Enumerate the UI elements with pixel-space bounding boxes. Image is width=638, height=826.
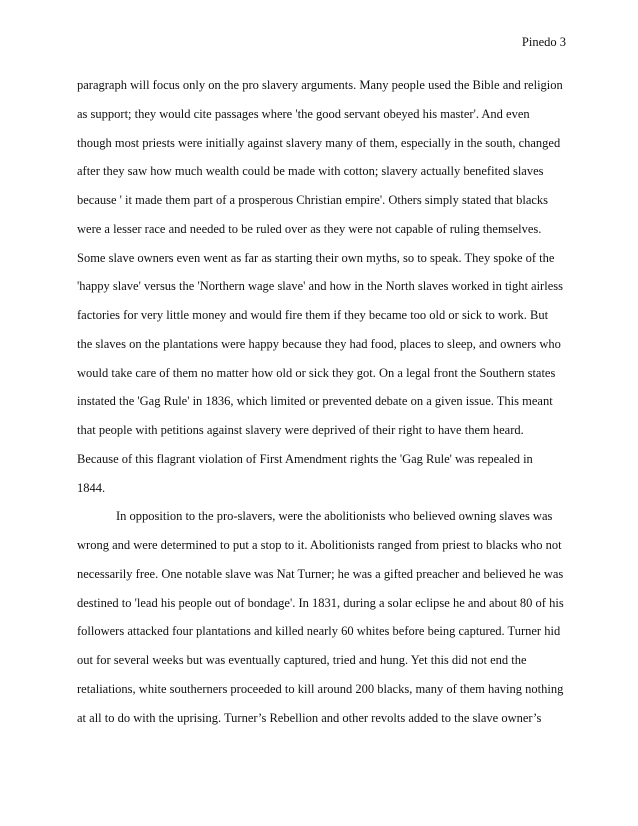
text-line: after they saw how much wealth could be made with cotton; slavery actually benefited slaves (77, 164, 544, 179)
text-line: 1844. (77, 480, 106, 495)
text-line: as support; they would cite passages where 'the good servant obeyed his master'. And even (77, 106, 530, 121)
text-line: wrong and were determined to put a stop to it. Abolitionists ranged from priest to blacks who not (77, 538, 562, 552)
text-line: that people with petitions against slavery were deprived of their right to have them heard. (77, 423, 524, 437)
text-line: instated the 'Gag Rule' in 1836, which limited or prevented debate on a given issue. This meant (77, 394, 553, 409)
text-line: because ' it made them part of a prosperous Christian empire'. Others simply stated that blacks (77, 193, 549, 207)
text-line: paragraph will focus only on the pro slavery arguments. Many people used the Bible and religion (77, 78, 563, 92)
text-line: at all to do with the uprising. Turner’s Rebellion and other revolts added to the slave owner’s (77, 710, 542, 725)
text-line: Because of this flagrant violation of First Amendment rights the 'Gag Rule' was repealed in (77, 451, 533, 466)
paragraph-first-line: In opposition to the pro-slavers, were the abolitionists who believed owning slaves was (116, 509, 553, 524)
text-line: factories for very little money and would fire them if they became too old or sick to work. But (77, 308, 549, 322)
body-text (77, 71, 567, 732)
text-line: 'happy slave' versus the 'Northern wage slave' and how in the North slaves worked in tight airless (77, 279, 563, 294)
text-line: necessarily free. One notable slave was Nat Turner; he was a gifted preacher and believed he was (77, 566, 564, 581)
text-line: the slaves on the plantations were happy because they had food, places to sleep, and owners who (77, 336, 561, 351)
text-line: were a lesser race and needed to be ruled over as they were not capable of ruling themselves. (77, 221, 542, 236)
text-line: out for several weeks but was eventually captured, tried and hung. Yet this did not end the (77, 653, 527, 667)
text-line: Some slave owners even went as far as starting their own myths, so to speak. They spoke of the (77, 250, 555, 265)
text-line: would take care of them no matter how old or sick they got. On a legal front the Southern states (77, 365, 556, 380)
text-line: retaliations, white southerners proceeded to kill around 200 blacks, many of them having nothing (77, 681, 564, 696)
text-line: destined to 'lead his people out of bondage'. In 1831, during a solar eclipse he and about 80 of his (77, 595, 564, 610)
text-line: followers attacked four plantations and killed nearly 60 whites before being captured. Turner hid (77, 624, 561, 639)
running-head: Pinedo 3 (521, 35, 566, 49)
text-line: though most priests were initially against slavery many of them, especially in the south, changed (77, 135, 561, 150)
